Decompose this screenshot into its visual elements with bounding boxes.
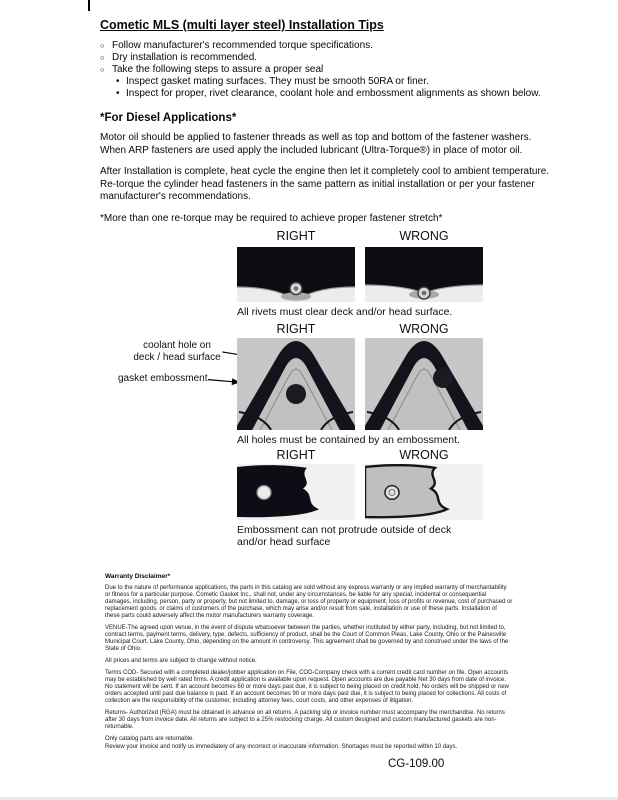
- warranty-paragraph: All prices and terms are subject to change without notice.: [105, 658, 257, 664]
- content-column: [100, 18, 560, 225]
- rivet-clearance-right-diagram: [237, 247, 355, 302]
- warranty-section: [105, 573, 513, 756]
- arrow-icon: [208, 374, 241, 389]
- warranty-paragraph: Only catalog parts are returnable.: [105, 736, 195, 742]
- row2-right-label: RIGHT: [276, 322, 316, 336]
- tip-item: [100, 40, 560, 52]
- coolant-hole-callout: [128, 340, 226, 363]
- warranty-paragraph: Review your invoice and notify us immediately of any incorrect or inaccurate information. Shortages must be reported within 10 days.: [105, 744, 458, 750]
- crop-mark: [88, 0, 90, 11]
- tip-text: Inspect for proper, rivet clearance, coolant hole and embossment alignments as shown below.: [126, 88, 541, 99]
- tip-item: [100, 52, 560, 64]
- row3-right-label: RIGHT: [276, 448, 316, 462]
- warranty-paragraph: Terms COD- Secured with a completed dealer/jobber application on File, COD-Company check with a current credit card number on file. Open accounts may be established by well rated firms. A credit application is available upon request. Open accounts are due payable Net 30 days from date of invoice. No statement will be sent. If an account becomes 60 or more days past due, it is subject to being placed on credit hold. No orders will be shipped or new orders accepted until past due balance is paid. If an account becomes 90 or more days past due, it is subject to being placed for collections. All costs of collection are the responsibility of the customer, including attorney fees, court costs, and other expenses of litigation.: [105, 670, 509, 704]
- callout-line: deck / head surface: [133, 351, 221, 363]
- warranty-heading: Warranty Disclaimer*: [105, 573, 171, 580]
- row2-caption: All holes must be contained by an embossment.: [237, 434, 460, 446]
- warranty-paragraph: Returns- Authorized (RGA) must be obtained in advance on all returns. A packing slip or invoice number must accompany the merchandise. No returns after 30 days from invoice date. All returns are subject to a 25% restocking charge. All custom designed and custom manufactured gaskets are non-returnable.: [105, 710, 505, 730]
- tip-text: Inspect gasket mating surfaces. They must be smooth 50RA or finer.: [126, 76, 429, 87]
- tip-subitem: [100, 76, 560, 88]
- diesel-paragraph-1: Motor oil should be applied to fastener threads as well as top and bottom of the fastener washers. When ARP fasteners are used apply the included lubricant (Ultra-Torque®) in place of motor oil.: [100, 132, 532, 156]
- filled-bullet-icon: •: [116, 88, 120, 99]
- open-bullet-icon: ○: [100, 41, 105, 50]
- open-bullet-icon: ○: [100, 65, 105, 74]
- embossment-right-diagram: [237, 464, 355, 520]
- row3-caption-line1: Embossment can not protrude outside of deck: [237, 524, 452, 536]
- tip-text: Take the following steps to assure a proper seal: [112, 64, 324, 75]
- open-bullet-icon: ○: [100, 53, 105, 62]
- rivet-clearance-wrong-diagram: [365, 247, 483, 302]
- row3-caption-line2: and/or head surface: [237, 536, 331, 548]
- warranty-paragraph: Due to the nature of performance applications, the parts in this catalog are sold without any express warranty or any implied warranty of merchantability or fitness for a particular purpose. Cometic Gasket Inc., shall not, under any circumstances, be liable for any special, incidental or consequential damages, including, person, party or property, but not limited to, damage, or loss of property or equipment, loss of profits or revenue, cost of purchased or replacement goods, or claims of customers of the purchase, which may arise and/or result from sale, installation or use of these parts. Installation of these parts could adversely affect the motor manufacturers warranty coverage.: [105, 585, 513, 619]
- row2-wrong-label: WRONG: [399, 322, 449, 336]
- warranty-paragraph: VENUE-The agreed upon venue, in the event of dispute whatsoever between the parties, whether instituted by either party, including, but not limited to, contract terms, payment terms, delivery, type, defects, sufficiency of product, shall be the Court of Common Pleas, Lake County, Ohio or the Painesville Municipal Court, Lake County, Ohio, depending on the amount in controversy. This agreement shall be governed by and construed under the laws of the State of Ohio.: [105, 625, 509, 652]
- retorque-note: *More than one re-torque may be required to achieve proper fastener stretch*: [100, 212, 443, 224]
- row3-wrong-label: WRONG: [399, 448, 449, 462]
- tip-item: [100, 64, 560, 76]
- callout-line: coolant hole on: [143, 340, 211, 351]
- page-title: Cometic MLS (multi layer steel) Installation Tips: [100, 18, 384, 32]
- row1-caption: All rivets must clear deck and/or head surface.: [237, 306, 453, 318]
- coolant-hole-wrong-diagram: [365, 338, 483, 430]
- row1-right-label: RIGHT: [276, 229, 316, 243]
- row1-wrong-label: WRONG: [399, 229, 449, 243]
- filled-bullet-icon: •: [116, 76, 120, 87]
- page-number: CG-109.00: [388, 758, 445, 770]
- embossment-wrong-diagram: [365, 464, 483, 520]
- tip-text: Follow manufacturer's recommended torque specifications.: [112, 40, 373, 51]
- gasket-embossment-callout: gasket embossment: [118, 373, 208, 384]
- diesel-paragraph-2: After Installation is complete, heat cycle the engine then let it completely cool to ambient temperature. Re-torque the cylinder head fasteners in the same pattern as initial installation or per your fastener manufacturer's recommendations.: [100, 166, 550, 202]
- diesel-applications-heading: *For Diesel Applications*: [100, 112, 237, 124]
- tip-subitem: [100, 88, 560, 100]
- coolant-hole-right-diagram: [237, 338, 355, 430]
- tip-text: Dry installation is recommended.: [112, 52, 258, 63]
